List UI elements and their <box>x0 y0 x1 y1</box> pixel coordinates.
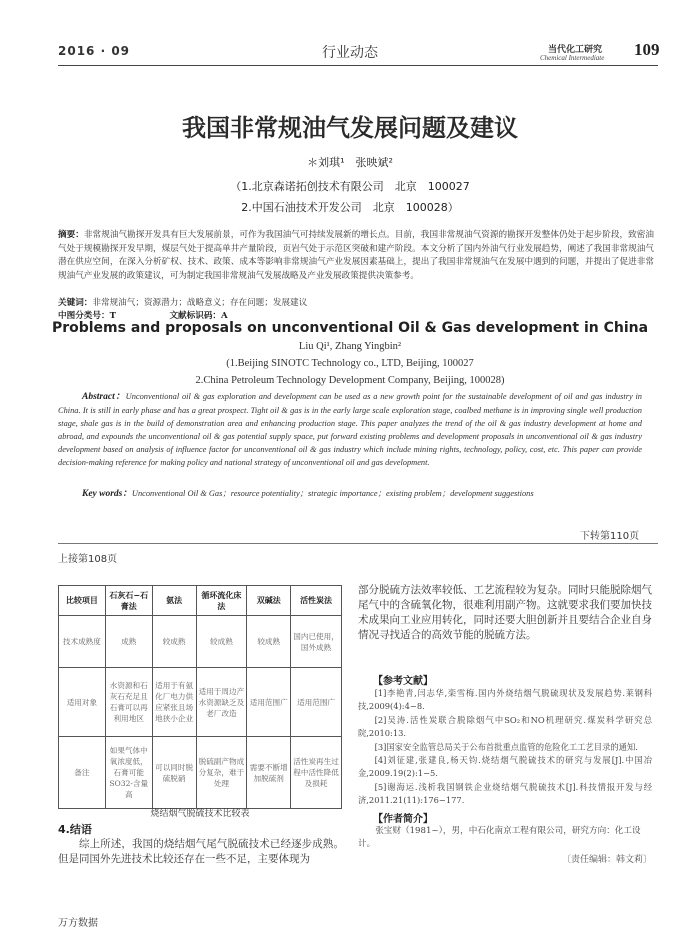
references-heading: 【参考文献】 <box>373 676 433 687</box>
table-cell: 备注 <box>59 737 106 809</box>
header-divider <box>58 65 658 66</box>
right-paragraph: 部分脱硫方法效率较低、工艺流程较为复杂。同时只能脱除烟气尾气中的含硫氧化物，很难利用副产物。这就要求我们要加快技术成果向工业应用转化，同时还要大胆创新并且要结合企业自身情况寻找适合的高效节能的脱硫方法。 <box>358 584 652 641</box>
doc-code-value: A <box>221 311 228 321</box>
abstract-cn-label: 摘要： <box>58 230 84 240</box>
journal-name-cn: 当代化工研究 <box>548 45 603 55</box>
table-cell: 水资源和石灰石充足且石膏可以再利用地区 <box>105 668 152 737</box>
table-cell: 适用于周边产水资源缺乏及老厂改造 <box>196 668 247 737</box>
article-title-en: Problems and proposals on unconventional Oil & Gas development in China <box>51 320 649 336</box>
abstract-en <box>58 390 642 470</box>
references-list <box>358 687 652 808</box>
author-bio: 张宝财（1981~），男，中石化南京工程有限公司，研究方向：化工设计。 <box>358 826 641 850</box>
section-divider <box>58 543 658 544</box>
table-header-cell: 比较项目 <box>59 586 106 616</box>
table-cell: 需要不断增加脱硫剂 <box>247 737 291 809</box>
author-heading: 【作者简介】 <box>373 814 433 825</box>
section-title: 行业动态 <box>322 45 378 61</box>
affiliation-2-en: 2.China Petroleum Technology Development Company, Beijing, 100028) <box>195 375 505 386</box>
article-authors-en: Liu Qi¹, Zhang Yingbin² <box>298 341 402 352</box>
affiliation-1: （1.北京森诺拓创技术有限公司 北京 100027 <box>230 180 470 193</box>
issue-label: 2016 · 09 <box>58 44 131 58</box>
table-cell: 活性炭再生过程中活性降低及损耗 <box>291 737 342 809</box>
table-cell: 国内已使用，国外成熟 <box>291 616 342 668</box>
reference-item: [5]谢海运.浅析我国钢铁企业烧结烟气脱硫技术[J].科技情报开发与经济,2011.21(11):176−177. <box>358 781 652 806</box>
abstract-en-text: Unconventional oil & gas exploration and development can be used as a new growth point for the sustainable development of oil and gas industry in China. It is still in early phase and has a great prospect. Tight oil & gas is in the early large scale exploration stage, coalbed methane is in improving single well production stage, shale gas is in the build of demonstration area and enhancing production stage. This paper analyzes the trend of the oil & gas industry development at home and abroad, and expounds the unconventional oil & gas potential supply space, put forward existing problems and development proposals in unconventional oil & gas industry development based on analysis of influence factor for unconventional oil & gas industry which include mining rights, technology, policy, cost, etc. This paper can provide decision-making reference for making policy and national strategy of unconventional oil and gas development. <box>58 392 642 468</box>
table-row <box>59 737 342 809</box>
class-label: 中图分类号： <box>58 311 110 321</box>
table-cell: 较成熟 <box>196 616 247 668</box>
keywords-cn-text: 非常规油气；资源潜力；战略意义；存在问题；发展建议 <box>92 298 308 308</box>
table-cell: 脱硫副产物成分复杂，难于处理 <box>196 737 247 809</box>
table-header-cell: 活性炭法 <box>291 586 342 616</box>
keywords-en <box>82 485 662 499</box>
table-cell: 如果气体中氧浓度低，石膏可能SO32-含量高 <box>105 737 152 809</box>
comparison-table <box>58 585 342 809</box>
abstract-cn <box>58 229 654 283</box>
keywords-en-label: Key words： <box>82 489 132 499</box>
editor-credit: 〔责任编辑：韩文莉〕 <box>561 855 652 865</box>
continued-from-label: 上接第108页 <box>58 554 118 565</box>
article-title: 我国非常规油气发展问题及建议 <box>182 114 518 142</box>
table-cell: 适用范围广 <box>291 668 342 737</box>
doc-code-label: 文献标识码： <box>169 311 222 321</box>
table-cell: 适用于有氨化厂电力供应紧张且场地狭小企业 <box>152 668 196 737</box>
reference-item: [3]国家安全监管总局关于公布首批重点监管的危险化工工艺目录的通知. <box>374 741 638 752</box>
table-cell: 适用范围广 <box>247 668 291 737</box>
table-row <box>59 616 342 668</box>
table-header-cell: 氨法 <box>152 586 196 616</box>
reference-item: [1]李艳青,闫志华,栾雪梅.国内外烧结烟气脱硫现状及发展趋势.莱钢科技,2009(4):4−8. <box>358 688 652 712</box>
table-cell: 适用对象 <box>59 668 106 737</box>
page-number: 109 <box>634 40 660 59</box>
abstract-en-label: Abstract： <box>82 392 126 402</box>
affiliation-2: 2.中国石油技术开发公司 北京 100028） <box>241 201 459 214</box>
table-cell: 较成熟 <box>247 616 291 668</box>
section-heading: 4.结语 <box>58 823 92 836</box>
continued-on-label: 下转第110页 <box>580 531 640 542</box>
abstract-cn-text: 非常规油气勘探开发具有巨大发展前景，可作为我国油气可持续发展新的增长点。目前，我国非常规油气资源的勘探开发整体仍处于起步阶段，致密油气处于规模勘探开发早期，煤层气处于提高单井产量阶段，页岩气处于示范区突破和建产阶段。本文分析了国内外油气行业发展趋势，阐述了我国非常规油气潜在供应空间，在深入分析矿权、技术、政策、成本等影响非常规油气产业发展因素基础上，提出了我国非常规油气在发展中遇到的问题，并提出了促进非常规油气产业发展的政策建议，可为制定我国非常规油气发展战略及产业发展政策提供决策参考。 <box>58 230 654 281</box>
reference-item: [4]刘征建,张建良,杨天钧.烧结烟气脱硫技术的研究与发展[J].中国冶金,2009.19(2):1−5. <box>358 755 652 779</box>
table-header-cell: 双碱法 <box>247 586 291 616</box>
table-cell: 成熟 <box>105 616 152 668</box>
table-header-cell: 循环流化床法 <box>196 586 247 616</box>
class-value: T <box>109 311 116 321</box>
affiliation-1-en: (1.Beijing SINOTC Technology co., LTD, Beijing, 100027 <box>226 358 474 369</box>
table-cell: 较成熟 <box>152 616 196 668</box>
keywords-cn <box>58 297 654 311</box>
reference-item: [2]吴涛.活性炭联合脱除烟气中SO₂和NO机理研究.煤炭科学研究总院,2010:13. <box>358 714 652 739</box>
table-row <box>59 668 342 737</box>
article-authors: ＊刘琪¹ 张映斌² <box>307 156 393 169</box>
section-body: 综上所述，我国的烧结烟气尾气脱硫技术已经逐步成熟。但是同国外先进技术比较还存在一些不足，主要体现为 <box>58 838 344 865</box>
keywords-cn-label: 关键词： <box>58 298 93 308</box>
table-header-cell: 石灰石−石膏法 <box>105 586 152 616</box>
keywords-en-text: Unconventional Oil & Gas；resource potentiality；strategic importance；existing problem；development suggestions <box>131 489 534 498</box>
table-header-row <box>59 586 342 616</box>
journal-name-en: Chemical Intermediate <box>540 54 605 62</box>
table-cell: 可以同时脱硫脱硝 <box>152 737 196 809</box>
table-cell: 技术成熟度 <box>59 616 106 668</box>
footer-watermark: 万方数据 <box>58 918 98 929</box>
table-caption: 烧结烟气脱硫技术比较表 <box>150 809 250 819</box>
